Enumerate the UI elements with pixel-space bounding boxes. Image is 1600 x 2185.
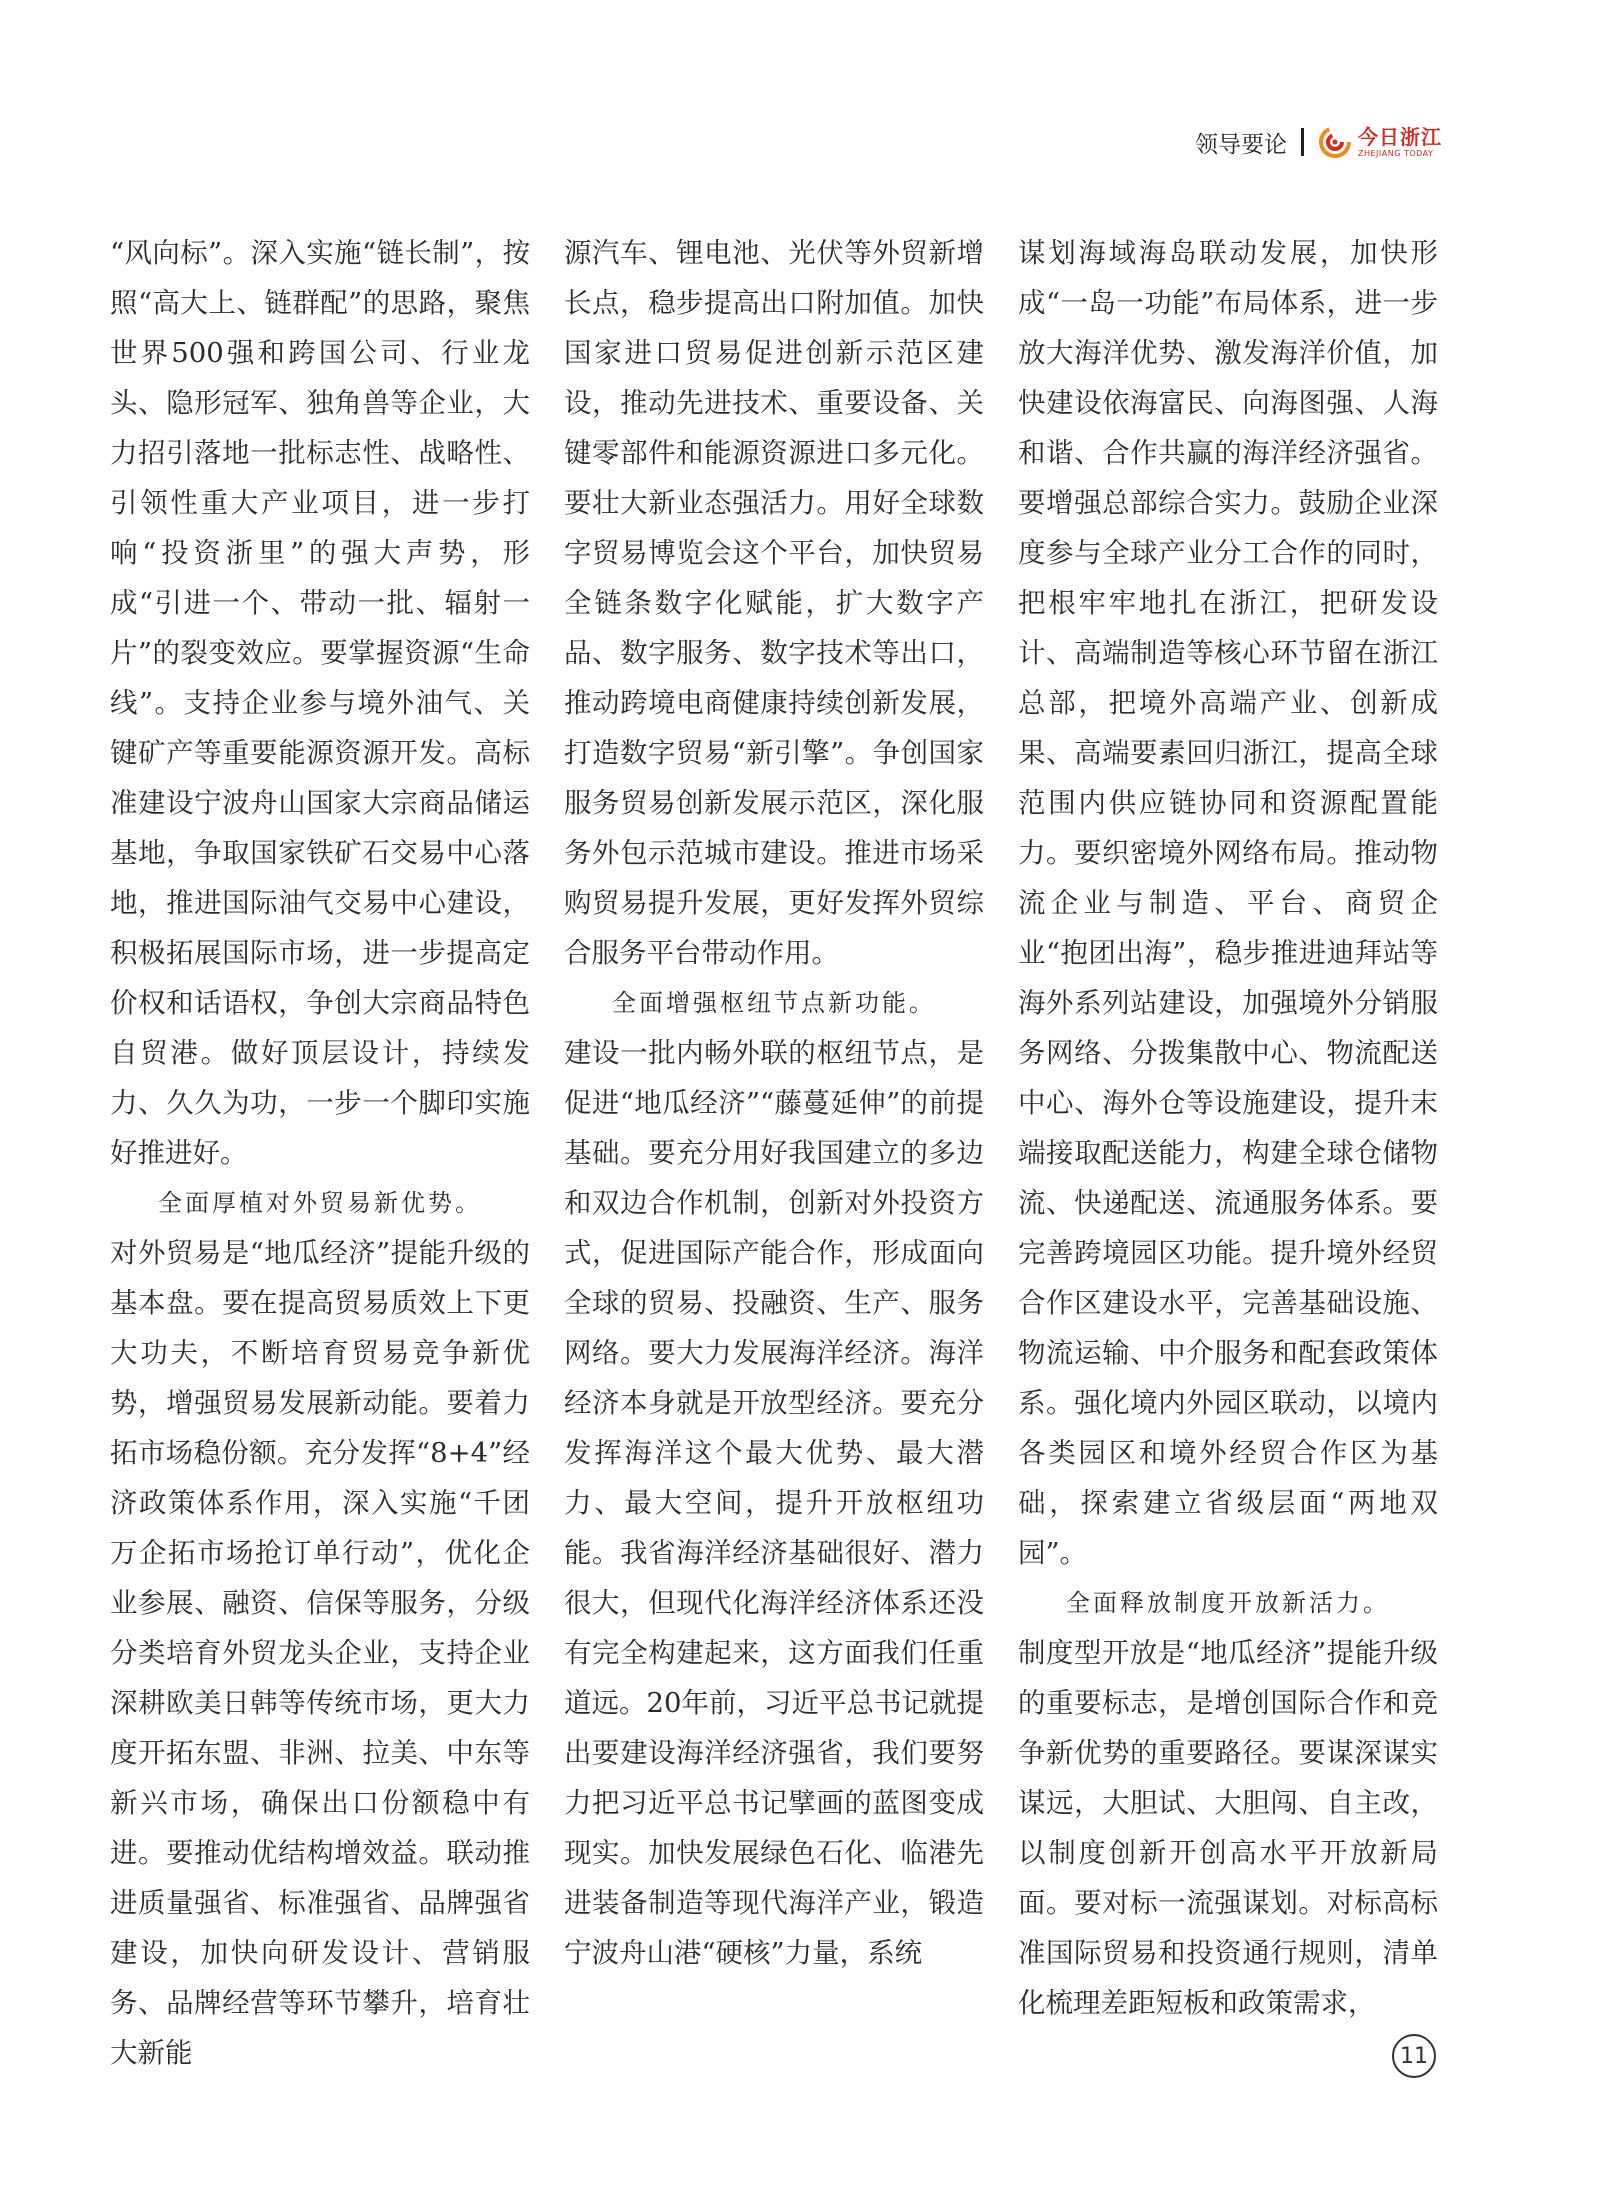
- page-header: [1195, 122, 1442, 162]
- paragraph: 建设一批内畅外联的枢纽节点，是促进“地瓜经济”“藤蔓延伸”的前提基础。要充分用好我国建立的多边和双边合作机制，创新对外投资方式，促进国际产能合作，形成面向全球的贸易、投融资、生产、服务网络。要大力发展海洋经济。海洋经济本身就是开放型经济。要充分发挥海洋这个最大优势、最大潜力、最大空间，提升开放枢纽功能。我省海洋经济基础很好、潜力很大，但现代化海洋经济体系还没有完全构建起来，这方面我们任重道远。20年前，习近平总书记就提出要建设海洋经济强省，我们要努力把习近平总书记擘画的蓝图变成现实。加快发展绿色石化、临港先进装备制造等现代海洋产业，锻造宁波舟山港“硬核”力量，系统: [564, 1037, 984, 1969]
- section-subheading: 全面厚植对外贸易新优势。: [158, 1189, 482, 1217]
- section-subheading: 全面增强枢纽节点新功能。: [612, 989, 936, 1017]
- paragraph: 对外贸易是“地瓜经济”提能升级的基本盘。要在提高贸易质效上下更大功夫，不断培育贸易竞争新优势，增强贸易发展新动能。要着力拓市场稳份额。充分发挥“8+4”经济政策体系作用，深入实施“千团万企拓市场抢订单行动”，优化企业参展、融资、信保等服务，分级分类培育外贸龙头企业，支持企业深耕欧美日韩等传统市场，更大力度开拓东盟、非洲、拉美、中东等新兴市场，确保出口份额稳中有进。要推动优结构增效益。联动推进质量强省、标准强省、品牌强省建设，加快向研发设计、营销服务、品牌经营等环节攀升，培育壮大新能: [110, 1237, 530, 2069]
- logo-swirl-icon: [1318, 125, 1352, 159]
- text-column-middle: [564, 228, 984, 1978]
- page-number: 11: [1392, 2034, 1436, 2078]
- paragraph: 制度型开放是“地瓜经济”提能升级的重要标志，是增创国际合作和竞争新优势的重要路径。要谋深谋实谋远，大胆试、大胆闯、自主改，以制度创新开创高水平开放新局面。要对标一流强谋划。对标高标准国际贸易和投资通行规则，清单化梳理差距短板和政策需求，: [1018, 1637, 1438, 2019]
- paragraph: 源汽车、锂电池、光伏等外贸新增长点，稳步提高出口附加值。加快国家进口贸易促进创新示范区建设，推动先进技术、重要设备、关键零部件和能源资源进口多元化。要壮大新业态强活力。用好全球数字贸易博览会这个平台，加快贸易全链条数字化赋能，扩大数字产品、数字服务、数字技术等出口，推动跨境电商健康持续创新发展，打造数字贸易“新引擎”。争创国家服务贸易创新发展示范区，深化服务外包示范城市建设。推进市场采购贸易提升发展，更好发挥外贸综合服务平台带动作用。: [564, 237, 984, 969]
- paragraph: “风向标”。深入实施“链长制”，按照“高大上、链群配”的思路，聚焦世界500强和跨国公司、行业龙头、隐形冠军、独角兽等企业，大力招引落地一批标志性、战略性、引领性重大产业项目，进一步打响“投资浙里”的强大声势，形成“引进一个、带动一批、辐射一片”的裂变效应。要掌握资源“生命线”。支持企业参与境外油气、关键矿产等重要能源资源开发。高标准建设宁波舟山国家大宗商品储运基地，争取国家铁矿石交易中心落地，推进国际油气交易中心建设，积极拓展国际市场，进一步提高定价权和话语权，争创大宗商品特色自贸港。做好顶层设计，持续发力、久久为功，一步一个脚印实施好推进好。: [110, 237, 530, 1169]
- header-divider: [1301, 128, 1304, 156]
- section-subheading: 全面释放制度开放新活力。: [1066, 1589, 1390, 1617]
- text-column-left: [110, 228, 530, 2078]
- zhejiang-today-logo: [1318, 125, 1442, 159]
- text-column-right: [1018, 228, 1438, 2028]
- logo-english-text: ZHEJIANG TODAY: [1358, 148, 1434, 158]
- section-label: 领导要论: [1195, 131, 1287, 158]
- logo-chinese-text: 今日浙江: [1358, 124, 1442, 149]
- paragraph: 谋划海域海岛联动发展，加快形成“一岛一功能”布局体系，进一步放大海洋优势、激发海洋价值，加快建设依海富民、向海图强、人海和谐、合作共赢的海洋经济强省。要增强总部综合实力。鼓励企业深度参与全球产业分工合作的同时，把根牢牢地扎在浙江，把研发设计、高端制造等核心环节留在浙江总部，把境外高端产业、创新成果、高端要素回归浙江，提高全球范围内供应链协同和资源配置能力。要织密境外网络布局。推动物流企业与制造、平台、商贸企业“抱团出海”，稳步推进迪拜站等海外系列站建设，加强境外分销服务网络、分拨集散中心、物流配送中心、海外仓等设施建设，提升末端接取配送能力，构建全球仓储物流、快递配送、流通服务体系。要完善跨境园区功能。提升境外经贸合作区建设水平，完善基础设施、物流运输、中介服务和配套政策体系。强化境内外园区联动，以境内各类园区和境外经贸合作区为基础，探索建立省级层面“两地双园”。: [1018, 237, 1438, 1569]
